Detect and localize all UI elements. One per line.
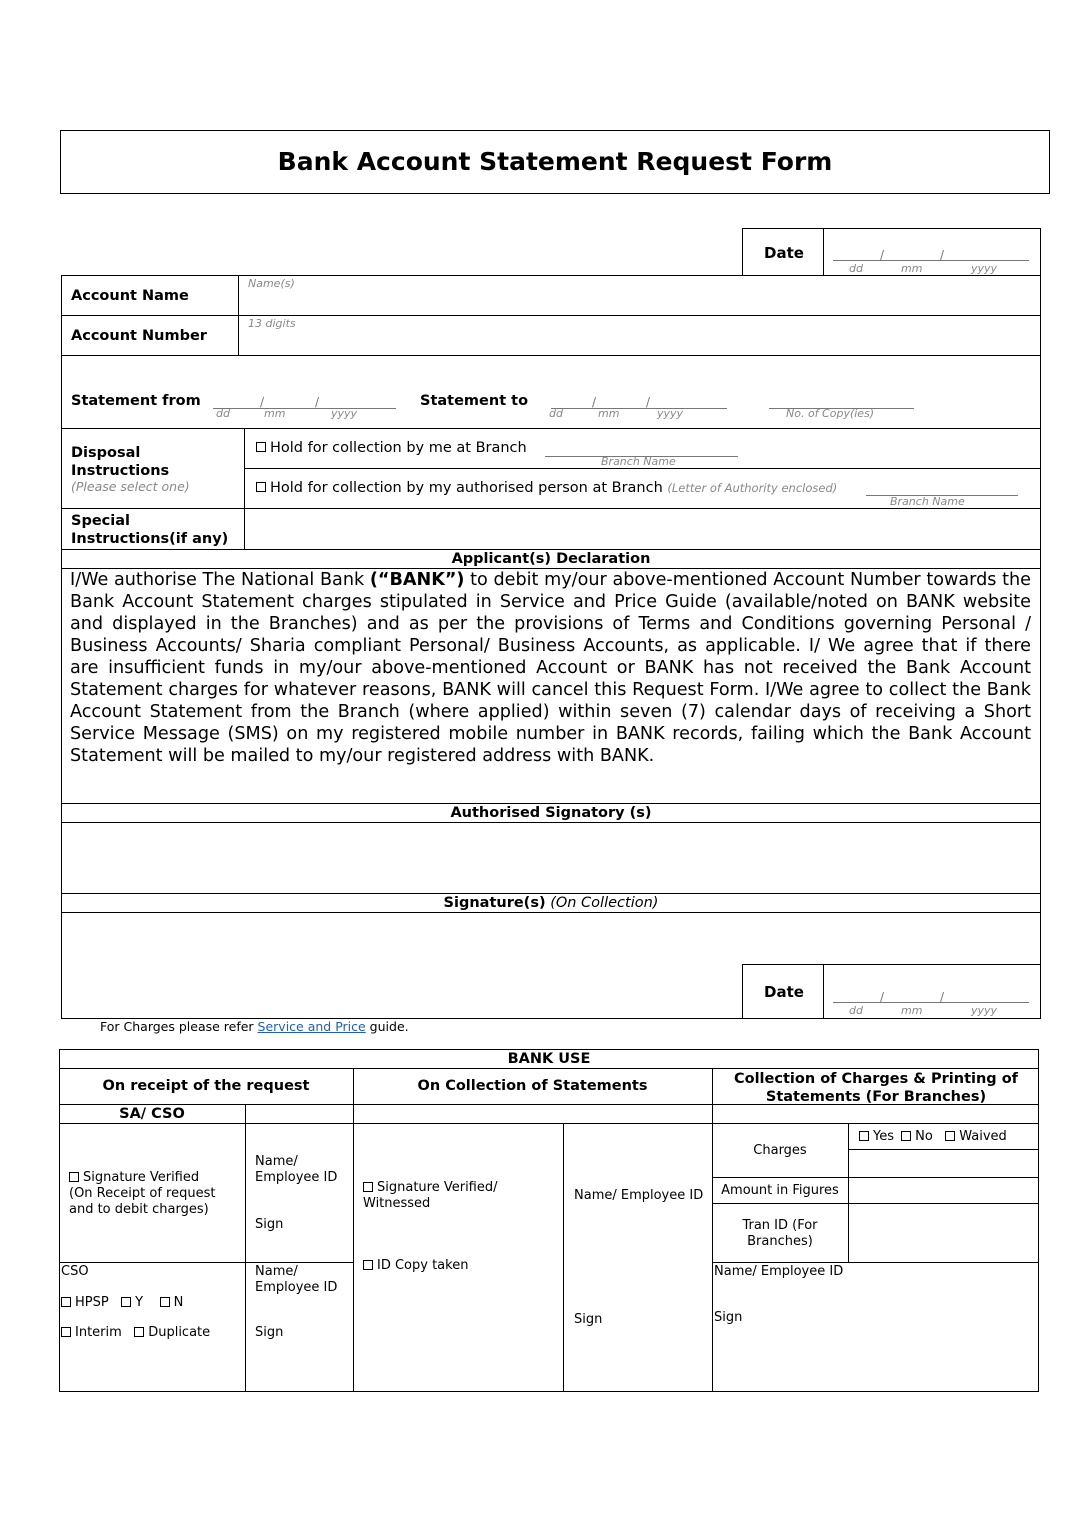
sa-cso-label: SA/ CSO [119,1106,185,1122]
page-title: Bank Account Statement Request Form [277,147,833,176]
special-instructions-label: Special Instructions(if any) [71,513,229,547]
disposal-hint: (Please select one) [71,479,190,494]
cso-label: CSO [61,1264,89,1279]
date-field-bottom[interactable] [833,1002,1029,1003]
col-receipt-header: On receipt of the request [102,1078,310,1094]
checkbox-icon[interactable] [256,482,266,492]
checkbox-icon[interactable] [121,1297,131,1307]
sign-label: Sign [255,1325,284,1340]
name-employee-id-label: Name/ Employee ID [574,1188,704,1203]
account-name-hint: Name(s) [248,277,295,290]
statement-to-field[interactable] [551,408,727,409]
checkbox-icon[interactable] [69,1172,79,1182]
declaration-text: I/We authorise The National Bank (“BANK”) to debit my/our above-mentioned Account Number towards the Bank Account Statement charges stipulated in Service and Price Guide (available/noted on BANK website and displayed in the Branches) and as per the provisions of Terms and Conditions governing Personal / Business Accounts/ Sharia compliant Personal/ Business Accounts, as applicable. I/ We agree that if there are insufficient funds in my/our above-mentioned Account or BANK has not received the Bank Account Statement charges for whatever reasons, BANK will cancel this Request Form. I/We agree to collect the Bank Account Statement from the Branch (where applied) within seven (7) calendar days of receiving a Short Service Message (SMS) on my registered mobile number in BANK records, failing which the Bank Account Statement will be mailed to my/our registered address with BANK. [70,570,1031,766]
hpsp-options: HPSP Y N [61,1295,183,1310]
disposal-option-self[interactable]: Hold for collection by me at Branch [256,440,527,456]
date-label-top: Date [764,244,804,262]
charges-label: Charges [753,1143,807,1158]
date-label-bottom: Date [764,983,804,1001]
sign-label: Sign [714,1310,743,1325]
name-employee-id-label: Name/ Employee ID [714,1264,844,1279]
checkbox-icon[interactable] [901,1131,911,1141]
authorised-signatory-header: Authorised Signatory (s) [450,805,652,821]
checkbox-icon[interactable] [61,1297,71,1307]
amount-figures-input[interactable] [849,1178,1038,1202]
charges-note: For Charges please refer Service and Price guide. [100,1019,409,1034]
checkbox-icon[interactable] [61,1327,71,1337]
signature-area[interactable] [62,913,740,1018]
statement-from-label: Statement from [71,393,201,409]
checkbox-icon[interactable] [363,1182,373,1192]
declaration-header: Applicant(s) Declaration [451,551,651,567]
account-number-label: Account Number [71,328,207,344]
sig-witnessed-option[interactable]: Signature Verified/ Witnessed [363,1180,498,1211]
tran-id-label: Tran ID (For Branches) [742,1218,818,1249]
account-number-input[interactable] [240,316,1040,354]
checkbox-icon[interactable] [859,1131,869,1141]
charges-input[interactable] [849,1150,1038,1176]
amount-figures-label: Amount in Figures [721,1183,839,1198]
account-number-hint: 13 digits [248,317,296,330]
charges-options: Yes No Waived [859,1129,1007,1144]
name-employee-id-label: Name/ Employee ID [255,1154,338,1185]
sign-label: Sign [255,1217,284,1232]
interim-duplicate-options: Interim Duplicate [61,1325,210,1340]
signature-header: Signature(s) (On Collection) [443,895,659,911]
statement-to-label: Statement to [420,393,529,409]
date-field-top[interactable] [833,260,1029,261]
tran-id-input[interactable] [849,1204,1038,1261]
checkbox-icon[interactable] [945,1131,955,1141]
service-price-link[interactable]: Service and Price [257,1019,366,1034]
sign-label: Sign [574,1312,603,1327]
col-collection-header: On Collection of Statements [417,1078,648,1094]
sig-verified-option[interactable]: Signature Verified [69,1170,199,1185]
authorised-signatory-area[interactable] [62,823,1040,893]
checkbox-icon[interactable] [160,1297,170,1307]
col-charges-header: Collection of Charges & Printing of Statements (For Branches) [733,1071,1018,1105]
special-instructions-input[interactable] [246,510,1040,548]
name-employee-id-label: Name/ Employee ID [255,1264,338,1295]
bank-use-header: BANK USE [507,1051,591,1067]
statement-from-field[interactable] [213,408,396,409]
disposal-option-authorised[interactable]: Hold for collection by my authorised person at Branch (Letter of Authority enclosed) [256,480,837,496]
id-copy-option[interactable]: ID Copy taken [363,1258,468,1273]
checkbox-icon[interactable] [256,442,266,452]
disposal-label: Disposal Instructions [71,445,170,479]
sig-verified-note: (On Receipt of request and to debit charges) [69,1186,216,1217]
checkbox-icon[interactable] [134,1327,144,1337]
account-name-label: Account Name [71,288,189,304]
account-name-input[interactable] [240,276,1040,314]
copies-hint: No. of Copy(ies) [786,407,875,420]
checkbox-icon[interactable] [363,1260,373,1270]
